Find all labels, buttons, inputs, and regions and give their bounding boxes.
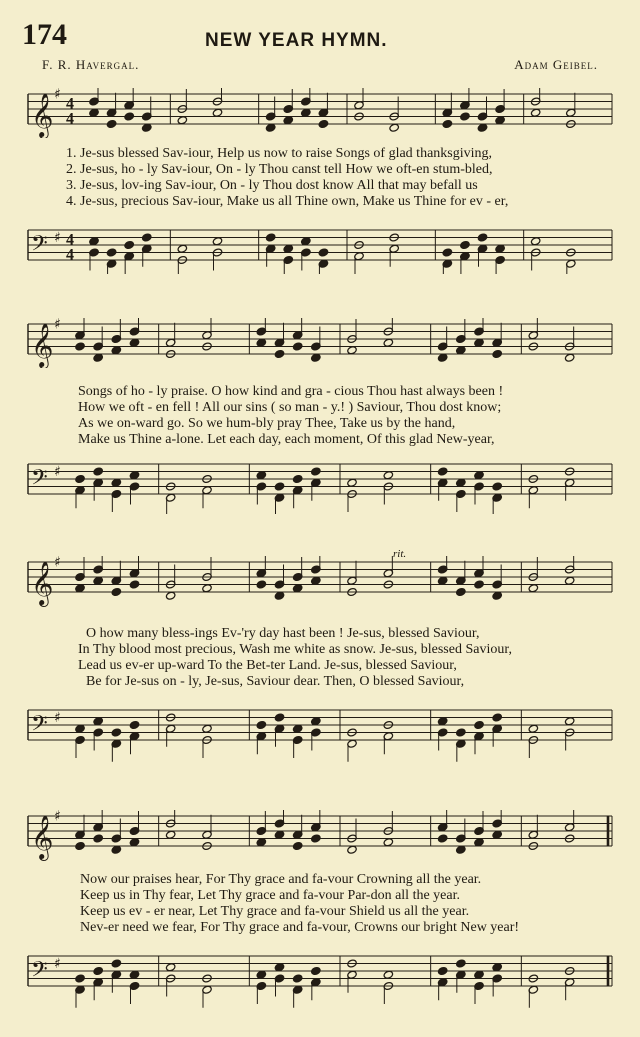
verse-line: 3. Je-sus, lov-ing Sav-iour, On - ly Thou dost know All that may befall us <box>66 178 478 193</box>
svg-text:4: 4 <box>66 231 74 249</box>
treble-staff-system-4 <box>0 810 640 868</box>
verse-line: As we on-ward go. So we hum-bly pray Thee, Take us by the hand, <box>78 416 456 431</box>
svg-text:♯: ♯ <box>54 956 61 972</box>
verse-line: Songs of ho - ly praise. O how kind and gra - cious Thou hast always been ! <box>78 384 504 399</box>
page-number: 174 <box>22 18 67 51</box>
verse-line: 2. Je-sus, ho - ly Sav-iour, On - ly Thou canst tell How we oft-en stum-bled, <box>66 162 493 177</box>
bass-staff-system-1 <box>0 224 640 274</box>
svg-text:♯: ♯ <box>54 710 61 726</box>
svg-text:♯: ♯ <box>54 810 61 825</box>
svg-text:♯: ♯ <box>54 464 61 480</box>
bass-staff-system-3 <box>0 704 640 768</box>
svg-text:𝄢: 𝄢 <box>31 231 48 262</box>
svg-text:𝄞: 𝄞 <box>31 323 54 367</box>
verse-line: O how many bless-ings Ev-'ry day hast been ! Je-sus, blessed Saviour, <box>86 626 480 641</box>
treble-staff-system-3 <box>0 556 640 616</box>
svg-text:♯: ♯ <box>54 318 61 333</box>
composer-credit: Adam Geibel. <box>514 57 598 72</box>
svg-text:𝄞: 𝄞 <box>31 561 54 605</box>
hymn-title: NEW YEAR HYMN. <box>205 30 388 51</box>
svg-text:♯: ♯ <box>54 556 61 571</box>
svg-text:𝄞: 𝄞 <box>31 815 54 859</box>
svg-text:♯: ♯ <box>54 230 61 246</box>
svg-text:4: 4 <box>66 246 74 264</box>
bass-staff-system-2 <box>0 458 640 514</box>
verse-line: 4. Je-sus, precious Sav-iour, Make us all Thine own, Make us Thine for ev - er, <box>66 194 509 209</box>
verse-line: Make us Thine a-lone. Let each day, each moment, Of this glad New-year, <box>78 432 495 447</box>
svg-text:4: 4 <box>66 95 74 113</box>
verse-line: Lead us ev-er up-ward To the Bet-ter Land. Je-sus, blessed Saviour, <box>78 658 457 673</box>
treble-staff-system-1 <box>0 88 640 138</box>
svg-text:♯: ♯ <box>54 88 61 103</box>
svg-text:4: 4 <box>66 110 74 128</box>
treble-staff-system-2 <box>0 318 640 368</box>
verse-line: 1. Je-sus blessed Sav-iour, Help us now to raise Songs of glad thanksgiving, <box>66 146 493 161</box>
ritardando-marking: rit. <box>393 548 407 560</box>
verse-line: How we oft - en fell ! All our sins ( so man - y.! ) Saviour, Thou dost know; <box>78 400 502 415</box>
verse-line: Nev-er need we fear, For Thy grace and fa-vour, Crowns our bright New year! <box>80 920 520 935</box>
lyricist-credit: F. R. Havergal. <box>42 57 140 72</box>
bass-staff-system-4 <box>0 950 640 1010</box>
verse-line: Keep us ev - er near, Let Thy grace and fa-vour Shield us all the year. <box>80 904 470 919</box>
svg-text:𝄢: 𝄢 <box>31 465 48 496</box>
verse-line: In Thy blood most precious, Wash me white as snow. Je-sus, blessed Saviour, <box>78 642 512 657</box>
svg-text:𝄢: 𝄢 <box>31 957 48 988</box>
verse-line: Be for Je-sus on - ly, Je-sus, Saviour dear. Then, O blessed Saviour, <box>86 674 465 689</box>
svg-text:𝄞: 𝄞 <box>31 93 54 137</box>
svg-text:𝄢: 𝄢 <box>31 711 48 742</box>
verse-line: Now our praises hear, For Thy grace and fa-vour Crowning all the year. <box>80 872 482 887</box>
verse-line: Keep us in Thy fear, Let Thy grace and fa-vour Par-don all the year. <box>80 888 460 903</box>
